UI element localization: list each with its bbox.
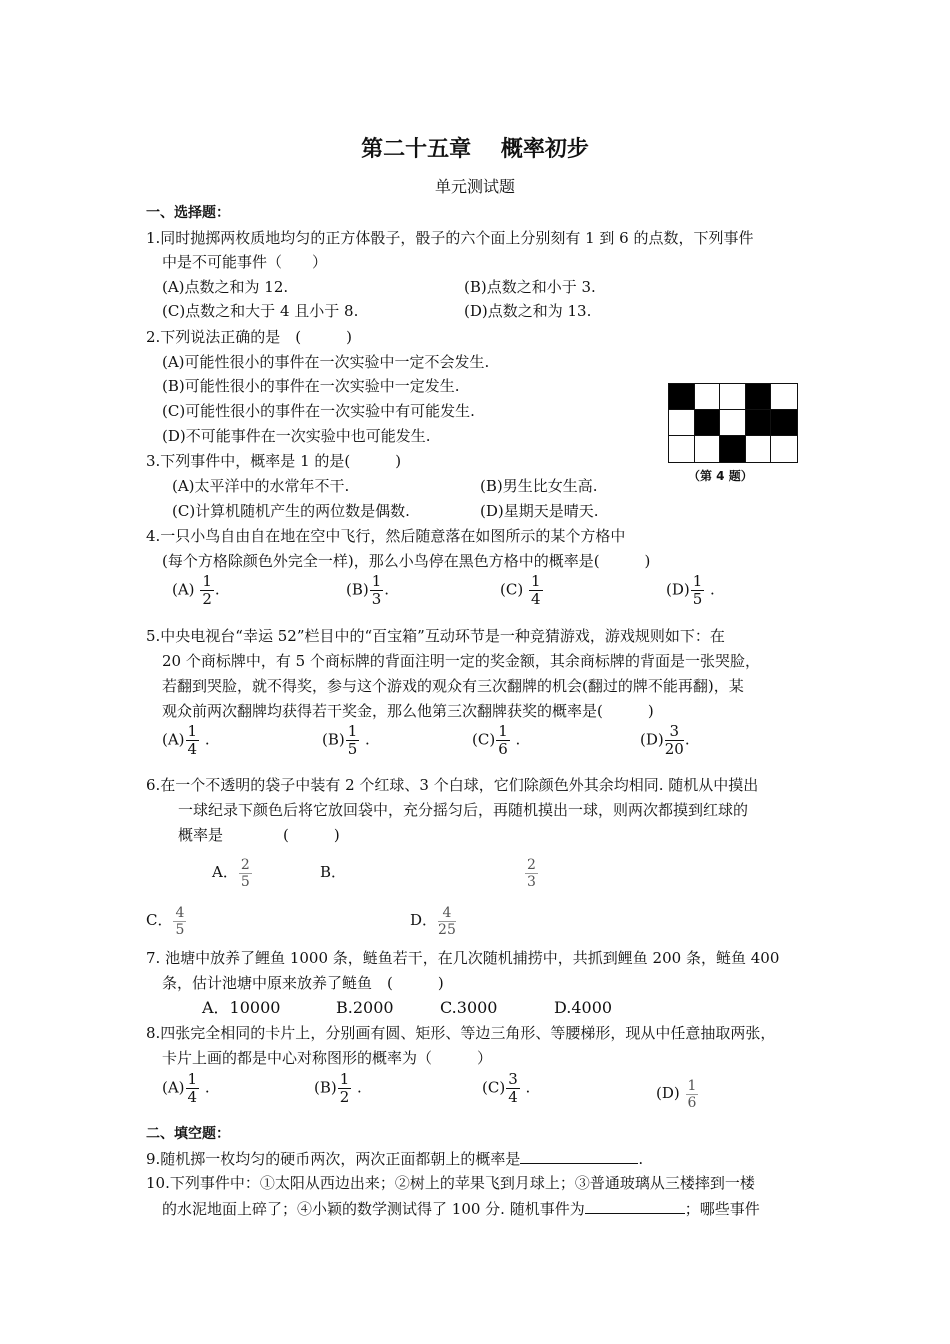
numerator: 1 [371,572,382,590]
question-1-option-c: (C)点数之和大于 4 且小于 8. [162,302,359,320]
grid-cell-black [746,410,772,436]
numerator: 1 [347,722,358,740]
grid-cell-black [720,436,746,462]
question-5-option-c: (C) $\frac{1}{6}$ . [472,722,521,758]
grid-cell-white [669,410,695,436]
numerator: 3 [508,1070,518,1088]
denominator: 4 [508,1088,518,1106]
question-9-period: . [638,1150,644,1168]
question-2-option-c: (C)可能性很小的事件在一次实验中有可能发生. [162,402,475,420]
question-4-option-a: (A) $\frac{1}{2}$ . [172,572,220,608]
fraction [506,1072,520,1105]
question-5-line: 20 个商标牌中，有 5 个商标牌的背面注明一定的奖金额，其余商标牌的背面是一张哭脸， [162,652,760,670]
question-4-line: 4.一只小鸟自由自在地在空中飞行，然后随意落在如图所示的某个方格中 [146,527,626,545]
option-label: A． [212,863,238,881]
numerator: 1 [339,1070,350,1088]
question-4-figure-grid [668,383,798,463]
question-6-option-b-label: B． [320,863,347,881]
option-label: (D) [640,730,664,749]
fraction [173,906,186,937]
question-8-line: 卡片上画的都是中心对称图形的概率为（ ） [162,1049,493,1067]
section-heading-fill-in: 二、填空题： [146,1126,230,1142]
fraction [691,574,705,607]
question-10-text-cont: ；哪些事件 [684,1200,760,1218]
fraction [665,724,684,757]
question-7-option-b: B.2000 [336,998,394,1017]
option-label: (D) [666,580,690,599]
option-label: (B) [314,1078,337,1097]
question-2-option-b: (B)可能性很小的事件在一次实验中一定发生. [162,377,460,395]
question-1-line: 中是不可能事件（ ） [162,253,328,271]
question-3-option-b: (B)男生比女生高. [480,477,598,495]
option-label: (B) [346,580,369,599]
denominator: 4 [187,1088,198,1106]
grid-cell-white [720,384,746,410]
grid-cell-black [669,384,695,410]
fraction [239,858,252,889]
fraction [186,1072,200,1105]
option-label: D． [410,911,438,929]
question-2-option-d: (D)不可能事件在一次实验中也可能发生. [162,427,431,445]
question-2-stem: 2.下列说法正确的是 ( ) [146,328,353,346]
denominator: 3 [371,590,382,608]
question-8-option-c: (C) $\frac{3}{4}$ . [482,1070,531,1106]
question-6-option-c [146,898,187,942]
question-10-line: 10.下列事件中：①太阳从西边出来；②树上的苹果飞到月球上；③普通玻璃从三楼摔到一楼 [146,1174,755,1192]
question-5-option-a: (A) $\frac{1}{4}$ . [162,722,210,758]
option-label: (A) [162,730,185,749]
denominator: 5 [692,590,703,608]
question-1-option-b: (B)点数之和小于 3. [464,278,596,296]
numerator: 1 [498,722,508,740]
grid-cell-white [746,436,772,462]
option-label: (A) [172,580,195,599]
question-6-option-d [410,898,457,942]
denominator: 6 [687,1094,697,1111]
question-6-line: 概率是 ( ) [178,826,340,844]
option-label: C． [146,911,173,929]
numerator: 2 [527,856,536,873]
question-1-line: 1.同时抛掷两枚质地均匀的正方体骰子，骰子的六个面上分别刻有 1 到 6 的点数，下列事件 [146,229,754,247]
question-3-option-a: (A)太平洋中的水常年不干. [172,477,350,495]
question-6-line: 6.在一个不透明的袋子中装有 2 个红球、3 个白球，它们除颜色外其余均相同. 随机从中摸出 [146,776,759,794]
numerator: 2 [240,856,250,873]
question-7-option-d: D.4000 [554,998,613,1017]
denominator: 25 [438,921,456,938]
denominator: 2 [202,590,212,608]
question-8-line: 8.四张完全相同的卡片上，分别画有圆、矩形、等边三角形、等腰梯形，现从中任意抽取两张， [146,1024,776,1042]
fraction [370,574,384,607]
question-5-line: 观众前两次翻牌均获得若干奖金，那么他第三次翻牌获奖的概率是( ) [162,702,654,720]
numerator: 4 [175,904,185,921]
grid-cell-white [720,410,746,436]
denominator: 5 [240,873,250,890]
option-label: (C) [500,580,524,599]
fraction [346,724,360,757]
fraction [186,724,200,757]
option-label: (D) [656,1084,680,1102]
option-label: (B) [322,730,345,749]
numerator: 1 [202,572,212,590]
figure-caption: （第 4 题） [688,469,753,483]
numerator: 1 [687,1077,697,1094]
fraction [438,906,456,937]
fraction [529,574,543,607]
question-5-option-d: (D) $\frac{3}{20}$ . [640,722,690,758]
question-3-option-d: (D)星期天是晴天. [480,502,599,520]
denominator: 5 [347,740,358,758]
grid-cell-white [771,436,797,462]
numerator: 1 [530,572,541,590]
question-7-option-a: A．10000 [202,998,281,1017]
denominator: 6 [498,740,508,758]
numerator: 4 [438,906,456,922]
question-1-option-d: (D)点数之和为 13. [464,302,592,320]
question-4-option-b: (B) $\frac{1}{3}$ . [346,572,390,608]
question-5-line: 5.中央电视台“幸运 52”栏目中的“百宝箱”互动环节是一种竞猜游戏，游戏规则如下：在 [146,627,725,645]
denominator: 5 [175,921,185,938]
numerator: 1 [187,722,198,740]
grid-cell-white [695,436,721,462]
denominator: 20 [664,740,684,758]
question-1-option-a: (A)点数之和为 12. [162,278,289,296]
numerator: 1 [187,1070,198,1088]
option-label: (C) [472,730,496,749]
page-title: 第二十五章 概率初步 [361,137,589,162]
question-10-text: 的水泥地面上碎了；④小颖的数学测试得了 100 分. 随机事件为 [162,1200,585,1218]
question-5-option-b: (B) $\frac{1}{5}$ . [322,722,370,758]
numerator: 1 [692,572,703,590]
question-7-line: 7. 池塘中放养了鲤鱼 1000 条，鲢鱼若干，在几次随机捕捞中，共抓到鲤鱼 200 条，鲢鱼 400 [146,949,780,967]
grid-cell-white [669,436,695,462]
section-heading-choice: 一、选择题： [146,205,230,221]
question-4-line: (每个方格除颜色外完全一样)，那么小鸟停在黑色方格中的概率是( ) [162,552,651,570]
question-3-stem: 3.下列事件中，概率是 1 的是( ) [146,452,402,470]
question-4-option-d: (D) $\frac{1}{5}$ . [666,572,715,608]
grid-cell-black [695,410,721,436]
question-3-option-c: (C)计算机随机产生的两位数是偶数. [172,502,410,520]
grid-cell-white [771,384,797,410]
grid-cell-black [746,384,772,410]
answer-blank[interactable] [585,1198,685,1214]
fraction [338,1072,352,1105]
denominator: 4 [187,740,198,758]
question-6-option-a [212,850,253,894]
denominator: 4 [530,590,541,608]
fraction [686,1079,699,1110]
option-label: (A) [162,1078,185,1097]
grid-cell-black [771,410,797,436]
fraction [525,858,538,889]
question-9 [146,1148,643,1169]
question-9-text: 9.随机掷一枚均匀的硬币两次，两次正面都朝上的概率是 [146,1150,521,1168]
option-label: (C) [482,1078,506,1097]
question-5-line: 若翻到哭脸，就不得奖，参与这个游戏的观众有三次翻牌的机会(翻过的牌不能再翻)，某 [162,677,744,695]
fraction [200,574,214,607]
denominator: 3 [527,873,536,890]
question-10-line-2 [162,1198,760,1219]
question-4-option-c [500,574,544,607]
question-8-option-d [656,1072,699,1114]
question-2-option-a: (A)可能性很小的事件在一次实验中一定不会发生. [162,353,490,371]
question-6-option-b-value [524,850,539,894]
answer-blank[interactable] [520,1148,638,1164]
denominator: 2 [339,1088,350,1106]
grid-cell-white [695,384,721,410]
numerator: 3 [665,724,684,741]
question-7-option-c: C.3000 [440,998,498,1017]
fraction [496,724,510,757]
page-subtitle: 单元测试题 [434,177,515,196]
question-6-line: 一球纪录下颜色后将它放回袋中，充分摇匀后，再随机摸出一球，则两次都摸到红球的 [178,801,749,819]
question-8-option-a: (A) $\frac{1}{4}$ . [162,1070,210,1106]
question-7-line: 条，估计池塘中原来放养了鲢鱼 ( ) [162,974,444,992]
question-8-option-b: (B) $\frac{1}{2}$ . [314,1070,362,1106]
